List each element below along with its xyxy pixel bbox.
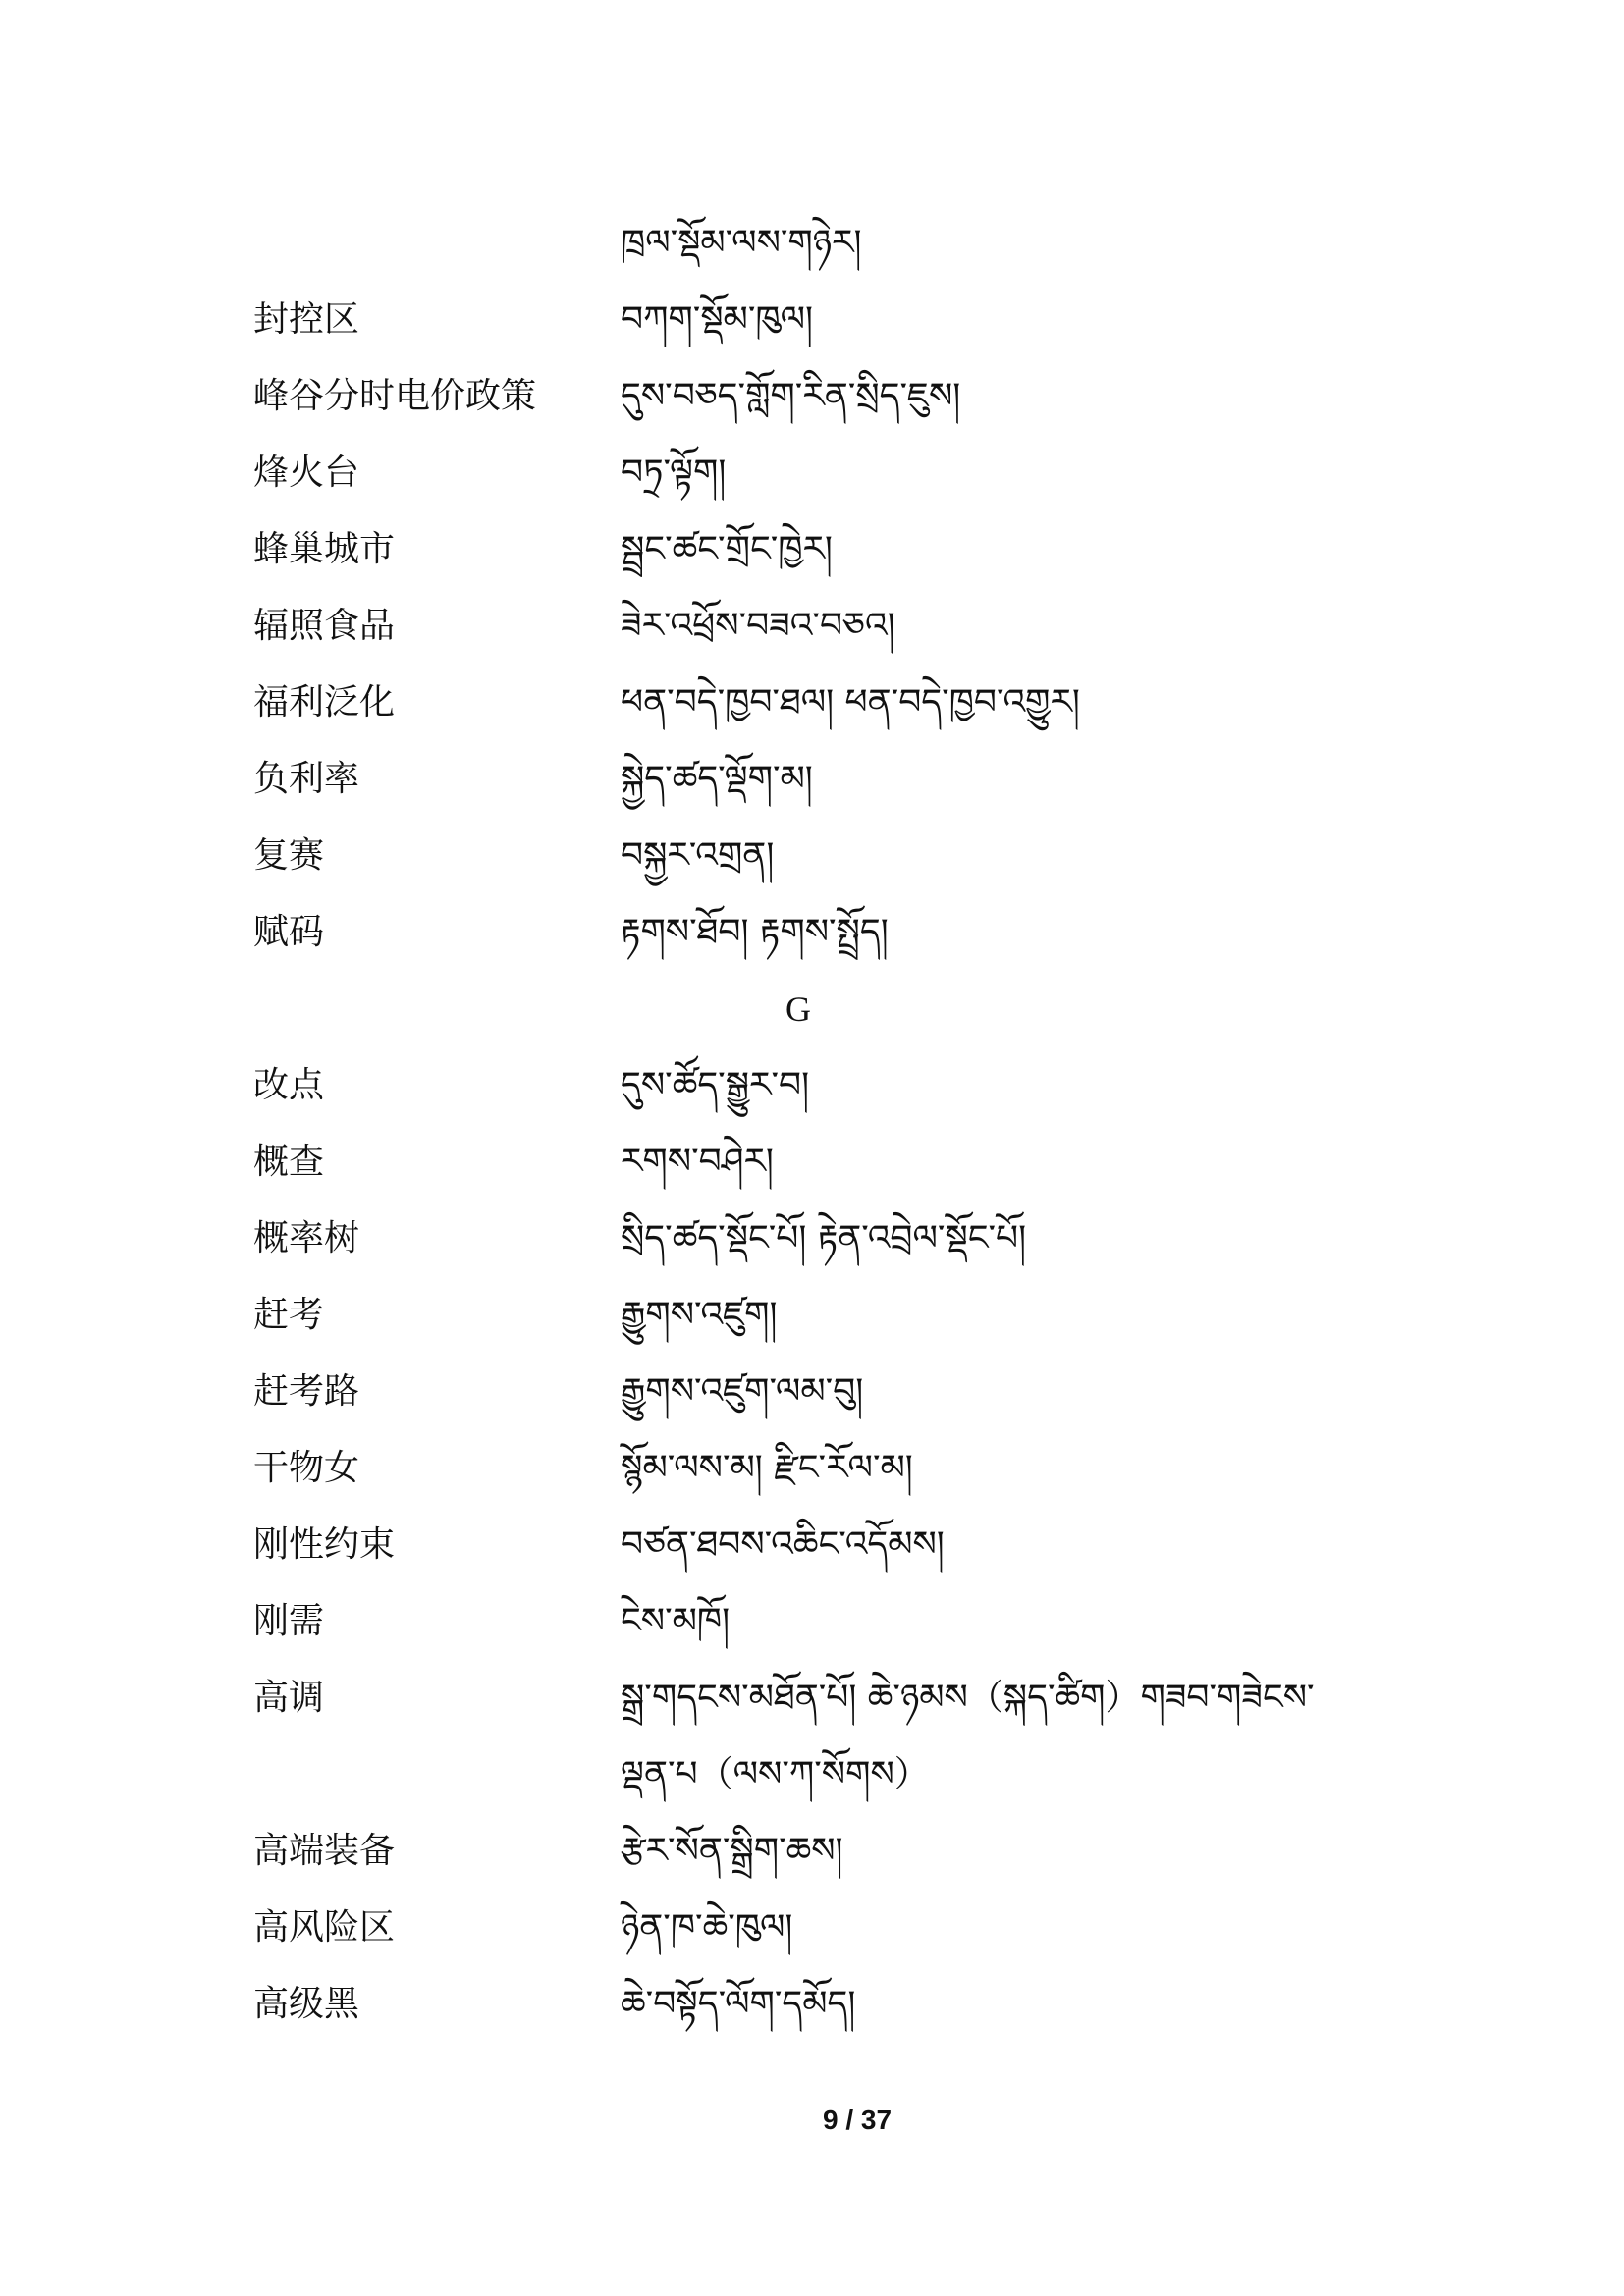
chinese-term: 概率树 <box>253 1218 360 1258</box>
glossary-entry <box>0 1898 1624 1957</box>
glossary-entry <box>0 1822 1624 1881</box>
glossary-entry <box>0 444 1624 503</box>
total-pages: 37 <box>860 2105 893 2135</box>
chinese-term: 高级黑 <box>253 1984 360 2024</box>
chinese-term: 干物女 <box>253 1448 360 1488</box>
glossary-entry <box>0 291 1624 349</box>
tibetan-term: རགས་བཤེར། <box>621 1142 774 1182</box>
tibetan-term: བསྐྱར་འགྲན། <box>621 835 775 876</box>
chinese-term: 改点 <box>253 1065 325 1105</box>
chinese-term: 高调 <box>253 1678 325 1718</box>
chinese-term: 概查 <box>253 1142 325 1182</box>
tibetan-term: བཏྲ་ལྟོག། <box>621 453 727 493</box>
chinese-term: 赋码 <box>253 912 325 952</box>
glossary-entry-continuation <box>0 1745 1624 1804</box>
chinese-term: 福利泛化 <box>253 682 396 722</box>
tibetan-term: ཉེན་ཁ་ཆེ་ཁུལ། <box>621 1907 793 1948</box>
tibetan-term: རྒྱུགས་འཛུག་ལམ་བུ། <box>621 1371 864 1412</box>
glossary-entry <box>0 1516 1624 1575</box>
glossary-entry <box>0 1592 1624 1651</box>
tibetan-term: བཙན་ཐབས་འཆིང་འདོམས། <box>621 1524 945 1565</box>
tibetan-term: ཆེ་བསྟོད་ལོག་དམོད། <box>621 1984 856 2024</box>
glossary-entry <box>0 1975 1624 2034</box>
glossary-entry <box>0 367 1624 426</box>
tibetan-term: ཕན་བདེ་ཁྱབ་ཐལ། ཕན་བདེ་ཁྱབ་འགྱུར། <box>621 682 1080 722</box>
glossary-entry <box>0 1056 1624 1115</box>
tibetan-term: རྩེར་སོན་སྒྲིག་ཆས། <box>621 1831 843 1871</box>
chinese-term: 烽火台 <box>253 453 360 493</box>
glossary-entry <box>0 1439 1624 1498</box>
tibetan-term: དུས་བཅད་གློག་རིན་སྲིད་ཇུས། <box>621 376 961 416</box>
section-letter: G <box>785 989 811 1029</box>
chinese-term: 峰谷分时电价政策 <box>253 376 537 416</box>
glossary-entry <box>0 750 1624 809</box>
chinese-term: 赶考 <box>253 1295 325 1335</box>
glossary-entry <box>0 520 1624 579</box>
chinese-term: 蜂巢城市 <box>253 529 396 569</box>
chinese-term: 刚需 <box>253 1601 325 1641</box>
glossary-entry <box>0 1133 1624 1192</box>
tibetan-term: ངེས་མཁོ། <box>621 1601 731 1641</box>
glossary-entry <box>0 903 1624 962</box>
chinese-term: 复赛 <box>253 835 325 876</box>
chinese-term: 辐照食品 <box>253 606 396 646</box>
tibetan-term: སྐྱེད་ཚད་ལྡོག་མ། <box>621 759 813 799</box>
chinese-term: 赶考路 <box>253 1371 360 1412</box>
tibetan-term: རྟགས་ཐོབ། རྟགས་སྤྲོད། <box>621 912 889 952</box>
glossary-entry <box>0 1286 1624 1345</box>
tibetan-term: ལྡན་པ（ལས་ཀ་སོགས） <box>621 1754 930 1794</box>
chinese-term: 封控区 <box>253 299 360 340</box>
glossary-entry <box>0 597 1624 656</box>
tibetan-term: སྒྲ་གདངས་མཐོན་པོ། ཆེ་ཉམས（སྐད་ཚིག）གཟབ་གཟེངས་ <box>621 1678 1315 1718</box>
glossary-entry <box>0 1209 1624 1268</box>
tibetan-term: སྲིད་ཚད་སྡོང་པོ། རྟེན་འབྲེལ་སྡོང་པོ། <box>621 1218 1027 1258</box>
current-page: 9 <box>823 2105 839 2135</box>
page-footer <box>0 2101 1624 2140</box>
glossary-entry <box>0 1362 1624 1421</box>
tibetan-term: སྙོམ་ལས་མ། རྫིང་རོལ་མ། <box>621 1448 913 1488</box>
glossary-entry <box>0 673 1624 732</box>
tibetan-term: ཟེར་འཕྲོས་བཟའ་བཅའ། <box>621 606 895 646</box>
page-number <box>823 2101 892 2140</box>
glossary-entry <box>0 1669 1624 1728</box>
chinese-term: 高风险区 <box>253 1907 396 1948</box>
page-separator: / <box>845 2105 854 2135</box>
chinese-term: 负利率 <box>253 759 360 799</box>
glossary-entry <box>0 827 1624 885</box>
tibetan-term: རྒྱུགས་འཛུག། <box>621 1295 778 1335</box>
tibetan-term: དུས་ཚོད་སྒྱུར་བ། <box>621 1065 810 1105</box>
chinese-term: 刚性约束 <box>253 1524 396 1565</box>
glossary-entry <box>0 214 1624 273</box>
tibetan-term: ཁྲལ་སྡོམ་ལས་གཉེར། <box>621 223 862 263</box>
tibetan-term: བཀག་སྡོམ་ཁུལ། <box>621 299 813 340</box>
tibetan-term: སྦྲང་ཚང་གྲོང་ཁྱེར། <box>621 529 833 569</box>
chinese-term: 高端装备 <box>253 1831 396 1871</box>
